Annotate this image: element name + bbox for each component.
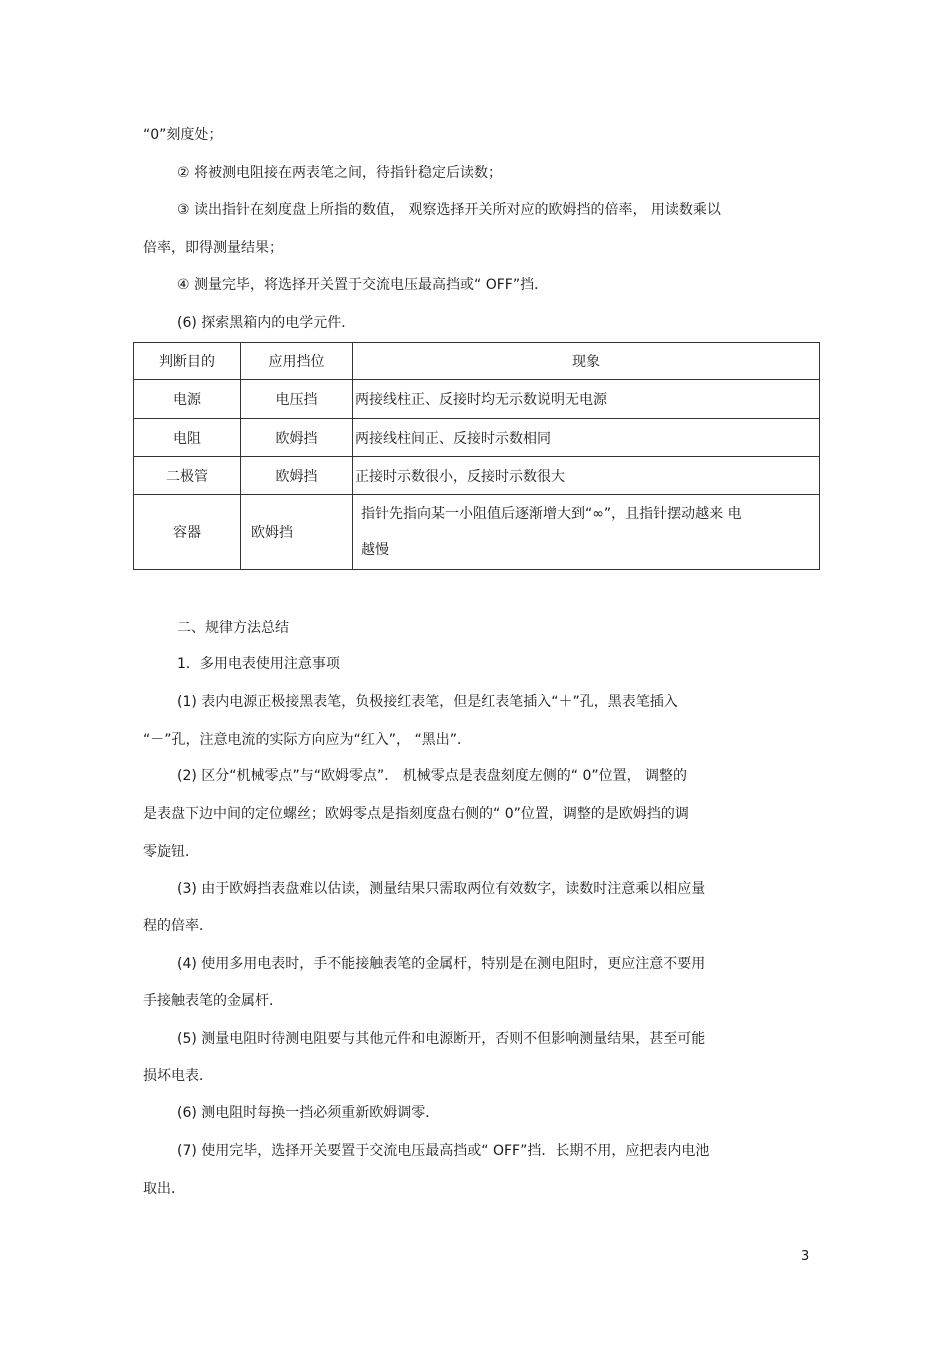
section-title: 二、规律方法总结 <box>177 620 289 636</box>
text-line: (6) 探索黑箱内的电学元件． <box>177 315 356 331</box>
note-line: 手接触表笔的金属杆． <box>143 993 283 1009</box>
phenomenon-line: 越慢 <box>361 542 389 558</box>
note-line: 损坏电表． <box>143 1068 213 1084</box>
cell-phenomenon <box>353 495 820 570</box>
note-line: (4) 使用多用电表时，手不能接触表笔的金属杆，特别是在测电阻时，更应注意不要用 <box>177 956 706 972</box>
note-line: (3) 由于欧姆挡表盘难以估读，测量结果只需取两位有效数字，读数时注意乘以相应量 <box>177 881 706 897</box>
note-line: (1) 表内电源正极接黑表笔，负极接红表笔，但是红表笔插入“＋”孔，黑表笔插入 <box>177 694 678 710</box>
note-line: (2) 区分“机械零点”与“欧姆零点”． 机械零点是表盘刻度左侧的“ 0”位置， 调整的 <box>177 768 688 784</box>
note-line: 程的倍率． <box>143 918 213 934</box>
header-range: 应用挡位 <box>241 343 353 380</box>
header-phenomenon: 现象 <box>353 343 820 380</box>
table-header-row <box>134 343 820 380</box>
cell-range: 欧姆挡 <box>241 495 353 570</box>
cell-phenomenon: 两接线柱正、反接时均无示数说明无电源 <box>353 380 820 419</box>
text-line: 倍率，即得测量结果； <box>143 240 283 256</box>
cell-target: 电阻 <box>134 419 241 457</box>
table-row <box>134 419 820 457</box>
text-line: ② 将被测电阻接在两表笔之间，待指针稳定后读数； <box>177 165 502 181</box>
page-number: 3 <box>801 1249 810 1264</box>
phenomenon-line: 指针先指向某一小阻值后逐渐增大到“∞”，且指针摆动越来 电 <box>361 506 742 522</box>
text-line: ③ 读出指针在刻度盘上所指的数值， 观察选择开关所对应的欧姆挡的倍率， 用读数乘以 <box>177 202 721 218</box>
header-target: 判断目的 <box>134 343 241 380</box>
cell-range: 欧姆挡 <box>241 419 353 457</box>
cell-target: 二极管 <box>134 457 241 495</box>
cell-target: 电源 <box>134 380 241 419</box>
note-line: 取出． <box>143 1181 185 1197</box>
text-line: “0”刻度处； <box>143 127 223 143</box>
table-row <box>134 380 820 419</box>
subsection-title: 1．多用电表使用注意事项 <box>177 656 340 672</box>
note-line: “－”孔，注意电流的实际方向应为“红入”， “黑出”． <box>143 732 471 748</box>
text-line: ④ 测量完毕，将选择开关置于交流电压最高挡或“ OFF”挡． <box>177 277 549 293</box>
note-line: (7) 使用完毕，选择开关要置于交流电压最高挡或“ OFF”挡．长期不用，应把表内电池 <box>177 1143 710 1159</box>
note-line: 是表盘下边中间的定位螺丝；欧姆零点是指刻度盘右侧的“ 0”位置，调整的是欧姆挡的调 <box>143 806 689 822</box>
black-box-table <box>133 342 820 570</box>
note-line: (6) 测电阻时每换一挡必须重新欧姆调零． <box>177 1105 440 1121</box>
cell-target: 容器 <box>134 495 241 570</box>
note-line: (5) 测量电阻时待测电阻要与其他元件和电源断开，否则不但影响测量结果，甚至可能 <box>177 1031 706 1047</box>
note-line: 零旋钮． <box>143 844 199 860</box>
cell-range: 欧姆挡 <box>241 457 353 495</box>
cell-range: 电压挡 <box>241 380 353 419</box>
table-row <box>134 495 820 570</box>
cell-phenomenon: 正接时示数很小，反接时示数很大 <box>353 457 820 495</box>
cell-phenomenon: 两接线柱间正、反接时示数相同 <box>353 419 820 457</box>
table-row <box>134 457 820 495</box>
